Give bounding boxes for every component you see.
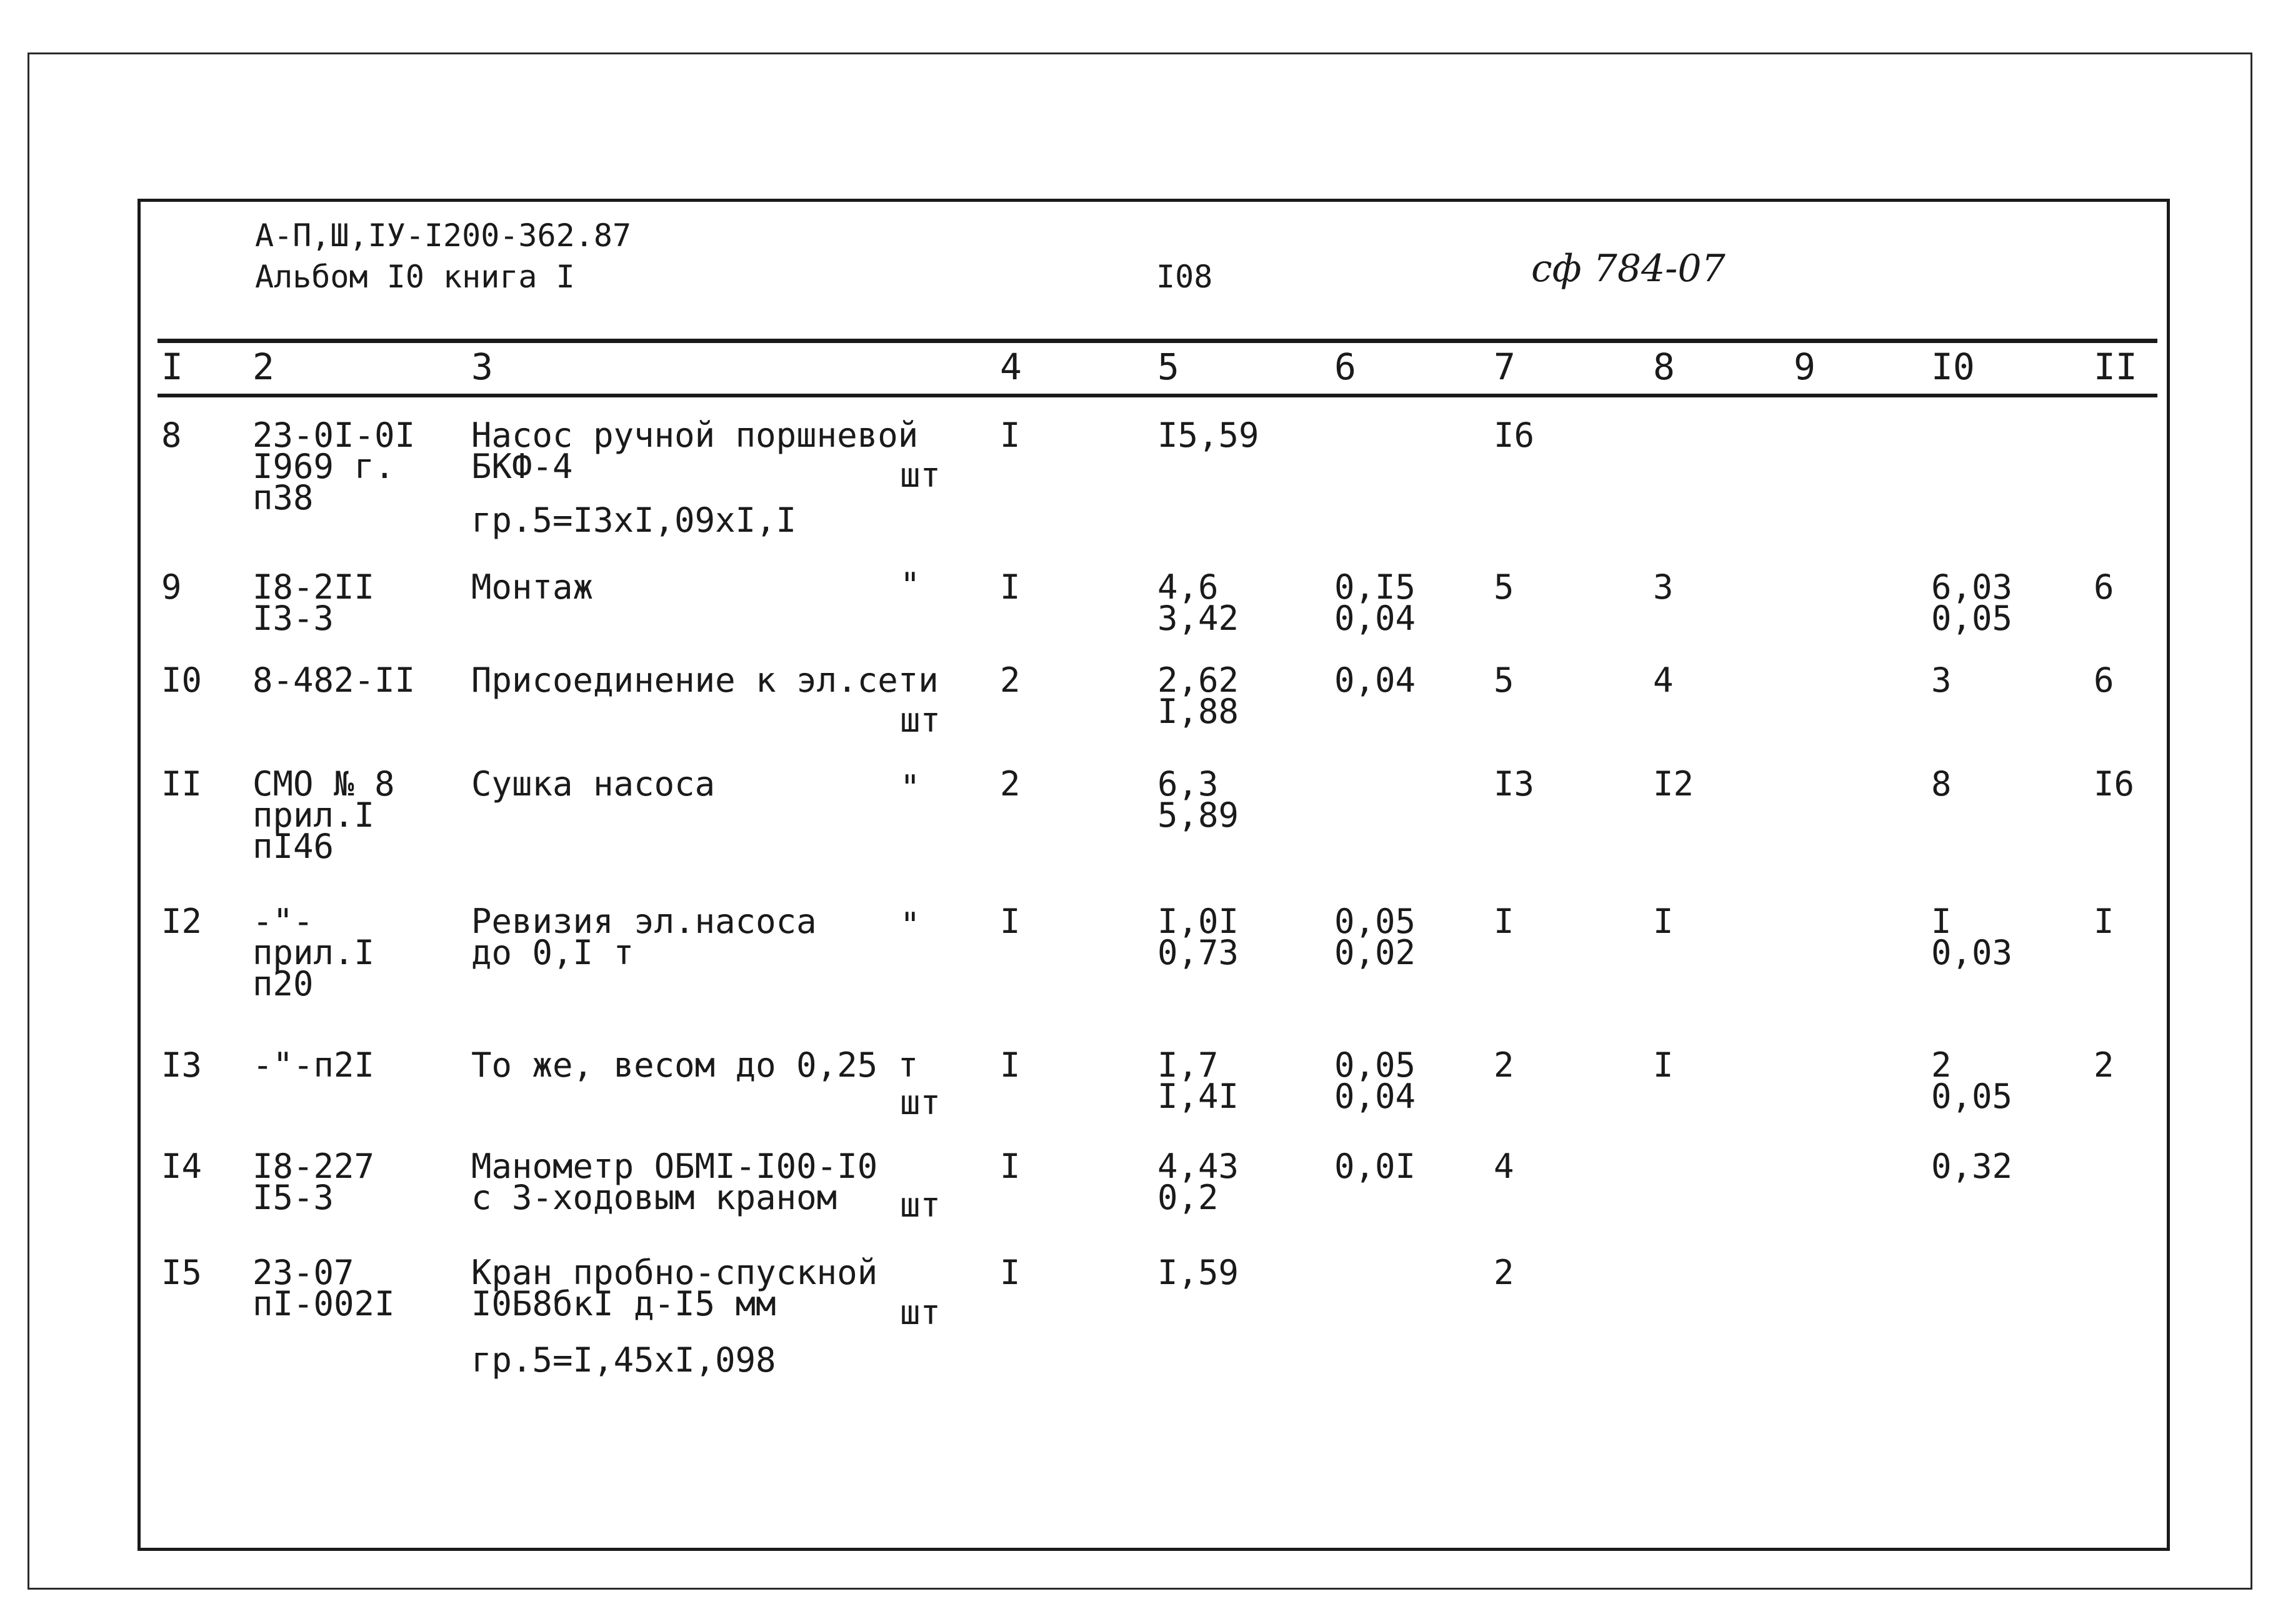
table-cell-c6: 0,I5 0,04 (1334, 567, 1416, 638)
table-cell-c7: I (1494, 902, 1514, 941)
table-cell-c2: I8-227 I5-3 (252, 1147, 375, 1217)
table-cell-c4: I (1000, 567, 1021, 607)
table-cell-c3: Кран пробно-спускной I0Б8бкI д-I5 мм (471, 1253, 878, 1323)
column-number: II (2094, 346, 2137, 388)
table-cell-c7: I6 (1494, 416, 1535, 455)
table-cell-c4: 2 (1000, 660, 1021, 700)
table-cell-unit: шт (900, 1083, 941, 1122)
table-cell-c11: I6 (2094, 764, 2135, 804)
table-cell-c10: 2 0,05 (1931, 1045, 2013, 1116)
table-cell-c1: 8 (161, 416, 182, 455)
table-cell-c1: I2 (161, 902, 202, 941)
table-cell-c4: I (1000, 416, 1021, 455)
table-cell-formula: гр.5=I3хI,09хI,I (471, 501, 797, 540)
table-cell-c7: 5 (1494, 567, 1514, 607)
table-cell-c10: 3 (1931, 660, 1952, 700)
table-cell-c5: 4,6 3,42 (1157, 567, 1239, 638)
table-cell-c6: 0,0I (1334, 1147, 1416, 1186)
table-cell-c5: 2,62 I,88 (1157, 660, 1239, 731)
column-number: 5 (1157, 346, 1179, 388)
column-number: 6 (1334, 346, 1356, 388)
table-cell-c1: I4 (161, 1147, 202, 1186)
table-cell-c6: 0,04 (1334, 660, 1416, 700)
table-cell-c3: Сушка насоса (471, 764, 716, 804)
table-cell-c8: I (1653, 1045, 1674, 1085)
table-cell-c4: I (1000, 1253, 1021, 1292)
table-cell-c5: I,7 I,4I (1157, 1045, 1239, 1116)
table-cell-c1: I3 (161, 1045, 202, 1085)
table-cell-c6: 0,05 0,02 (1334, 902, 1416, 972)
table-cell-formula: гр.5=I,45хI,098 (471, 1340, 776, 1380)
table-cell-c11: 6 (2094, 660, 2114, 700)
table-cell-c2: I8-2II I3-3 (252, 567, 375, 638)
table-cell-unit: " (900, 905, 921, 945)
column-number: 8 (1653, 346, 1675, 388)
table-cell-unit: " (900, 565, 921, 605)
table-cell-c4: I (1000, 1045, 1021, 1085)
table-cell-c3: Присоединение к эл.сети (471, 660, 939, 700)
column-number: I (161, 346, 183, 388)
table-cell-c2: -"- прил.I п20 (252, 902, 375, 1004)
table-cell-c2: -"-п2I (252, 1045, 375, 1085)
table-cell-c11: I (2094, 902, 2114, 941)
table-cell-c5: I,0I 0,73 (1157, 902, 1239, 972)
table-cell-c3: Монтаж (471, 567, 594, 607)
document-frame (137, 199, 2170, 1551)
page-number: I08 (1156, 259, 1213, 295)
table-cell-c2: 23-07 пI-002I (252, 1253, 395, 1323)
document-code: А-П,Ш,IУ-I200-362.87 (255, 217, 632, 254)
table-cell-unit: шт (900, 1185, 941, 1225)
table-cell-c11: 2 (2094, 1045, 2114, 1085)
table-cell-c5: I5,59 (1157, 416, 1259, 455)
table-cell-c7: 4 (1494, 1147, 1514, 1186)
table-cell-c2: 23-0I-0I I969 г. п38 (252, 416, 416, 517)
table-cell-c8: 3 (1653, 567, 1674, 607)
table-cell-c8: I (1653, 902, 1674, 941)
table-cell-unit: " (900, 768, 921, 807)
table-cell-c3: Манометр ОБМI-I00-I0 с 3-ходовым краном (471, 1147, 878, 1217)
table-cell-c10: 0,32 (1931, 1147, 2013, 1186)
table-cell-c2: СМО № 8 прил.I пI46 (252, 764, 395, 866)
table-cell-c10: 6,03 0,05 (1931, 567, 2013, 638)
table-cell-c3: То же, весом до 0,25 т (471, 1045, 919, 1085)
table-cell-c5: 4,43 0,2 (1157, 1147, 1239, 1217)
table-cell-c8: 4 (1653, 660, 1674, 700)
table-cell-c4: I (1000, 1147, 1021, 1186)
column-number: 9 (1794, 346, 1816, 388)
column-number: 2 (252, 346, 274, 388)
column-number: 7 (1494, 346, 1516, 388)
handwritten-note: сф 784-07 (1531, 247, 1726, 291)
header-bottom-rule (157, 394, 2157, 397)
table-cell-c5: I,59 (1157, 1253, 1239, 1292)
table-cell-c7: 2 (1494, 1253, 1514, 1292)
table-cell-c1: 9 (161, 567, 182, 607)
table-cell-c6: 0,05 0,04 (1334, 1045, 1416, 1116)
table-cell-c7: I3 (1494, 764, 1535, 804)
table-cell-c3: Насос ручной поршневой БКФ-4 (471, 416, 919, 486)
table-cell-c4: I (1000, 902, 1021, 941)
table-cell-c11: 6 (2094, 567, 2114, 607)
table-cell-unit: шт (900, 456, 941, 495)
column-number: 4 (1000, 346, 1022, 388)
table-cell-c1: I5 (161, 1253, 202, 1292)
album-label: Альбом I0 книга I (255, 259, 575, 295)
column-number: I0 (1931, 346, 1975, 388)
table-cell-unit: шт (900, 1293, 941, 1332)
table-cell-c7: 2 (1494, 1045, 1514, 1085)
header-top-rule (157, 339, 2157, 343)
table-cell-c8: I2 (1653, 764, 1694, 804)
table-cell-c1: I0 (161, 660, 202, 700)
table-cell-c4: 2 (1000, 764, 1021, 804)
table-cell-c3: Ревизия эл.насоса до 0,I т (471, 902, 817, 972)
column-number: 3 (471, 346, 493, 388)
table-cell-c10: 8 (1931, 764, 1952, 804)
table-cell-c2: 8-482-II (252, 660, 416, 700)
table-cell-c1: II (161, 764, 202, 804)
table-cell-unit: шт (900, 700, 941, 740)
table-cell-c7: 5 (1494, 660, 1514, 700)
table-cell-c5: 6,3 5,89 (1157, 764, 1239, 835)
table-cell-c10: I 0,03 (1931, 902, 2013, 972)
